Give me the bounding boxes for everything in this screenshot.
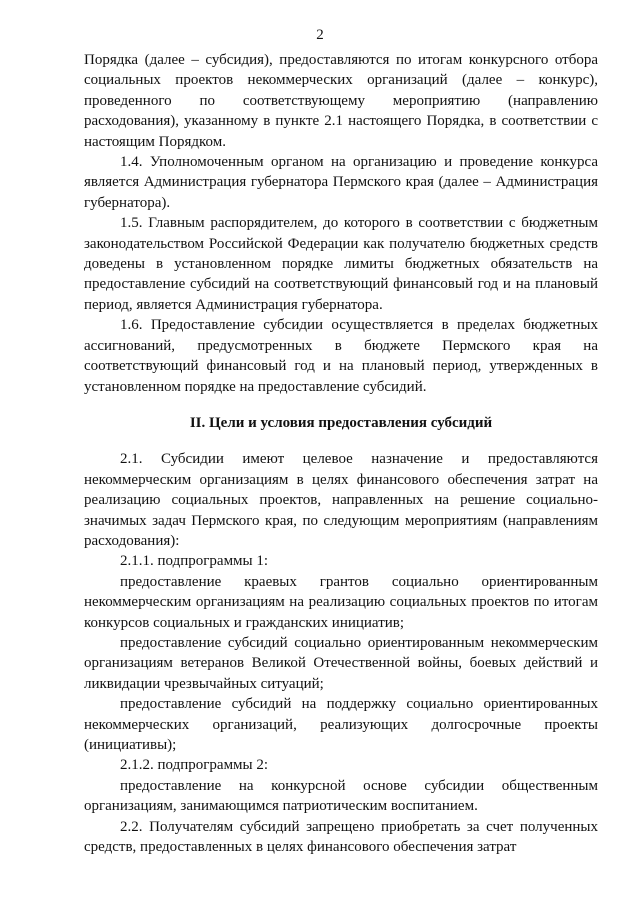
paragraph-1-4: 1.4. Уполномоченным органом на организацию и проведение конкурса является Администрация губернатора Пермского края (далее – Администрация губернатора). — [84, 154, 598, 211]
paragraph-continuation: Порядка (далее – субсидия), предоставляются по итогам конкурсного отбора социальных проектов некоммерческих организаций (далее – конкурс), проведенного по соответствующему мероприятию (направлению расходования), указанному в пункте 2.1 настоящего Порядка, в соответствии с настоящим Порядком. — [84, 52, 598, 150]
page-number: 2 — [316, 27, 324, 43]
list-item-veterans: предоставление субсидий социально ориентированным некоммерческим организациям ветеранов Великой Отечественной войны, боевых действий и ликвидации чрезвычайных ситуаций; — [84, 634, 598, 692]
paragraph-2-1-2: 2.1.2. подпрограммы 2: — [120, 757, 269, 774]
paragraph-2-2: 2.2. Получателям субсидий запрещено приобретать за счет полученных средств, предоставленных в целях финансового обеспечения затрат — [84, 818, 598, 856]
list-item-grants: предоставление краевых грантов социально ориентированным некоммерческим организациям на реализацию социальных проектов по итогам конкурсов социальных и гражданских инициатив; — [84, 573, 598, 631]
paragraph-1-6: 1.6. Предоставление субсидии осуществляется в пределах бюджетных ассигнований, предусмотренных в бюджете Пермского края на соответствующий финансовый год и на плановый период, утвержденных в установленном порядке на предоставление субсидий. — [84, 317, 598, 395]
paragraph-1-5: 1.5. Главным распорядителем, до которого в соответствии с бюджетным законодательством Российской Федерации как получателю бюджетных средств доведены в установленном порядке лимиты бюджетных обязательств на предоставление субсидий на соответствующий финансовый год и на плановый период, является Администрация губернатора. — [84, 215, 598, 313]
document-body — [84, 50, 598, 857]
paragraph-2-1: 2.1. Субсидии имеют целевое назначение и предоставляются некоммерческим организациям в целях финансового обеспечения затрат на реализацию социальных проектов, направленных на решение социально-значимых задач Пермского края, по следующим мероприятиям (направлениям расходования): — [84, 451, 598, 549]
paragraph-2-1-1: 2.1.1. подпрограммы 1: — [120, 553, 269, 570]
list-item-patriotic: предоставление на конкурсной основе субсидии общественным организациям, занимающимся патриотическим воспитанием. — [84, 777, 598, 815]
list-item-long-term: предоставление субсидий на поддержку социально ориентированных некоммерческих организаций, реализующих долгосрочные проекты (инициативы); — [84, 696, 598, 753]
section-heading: II. Цели и условия предоставления субсидий — [189, 414, 493, 431]
